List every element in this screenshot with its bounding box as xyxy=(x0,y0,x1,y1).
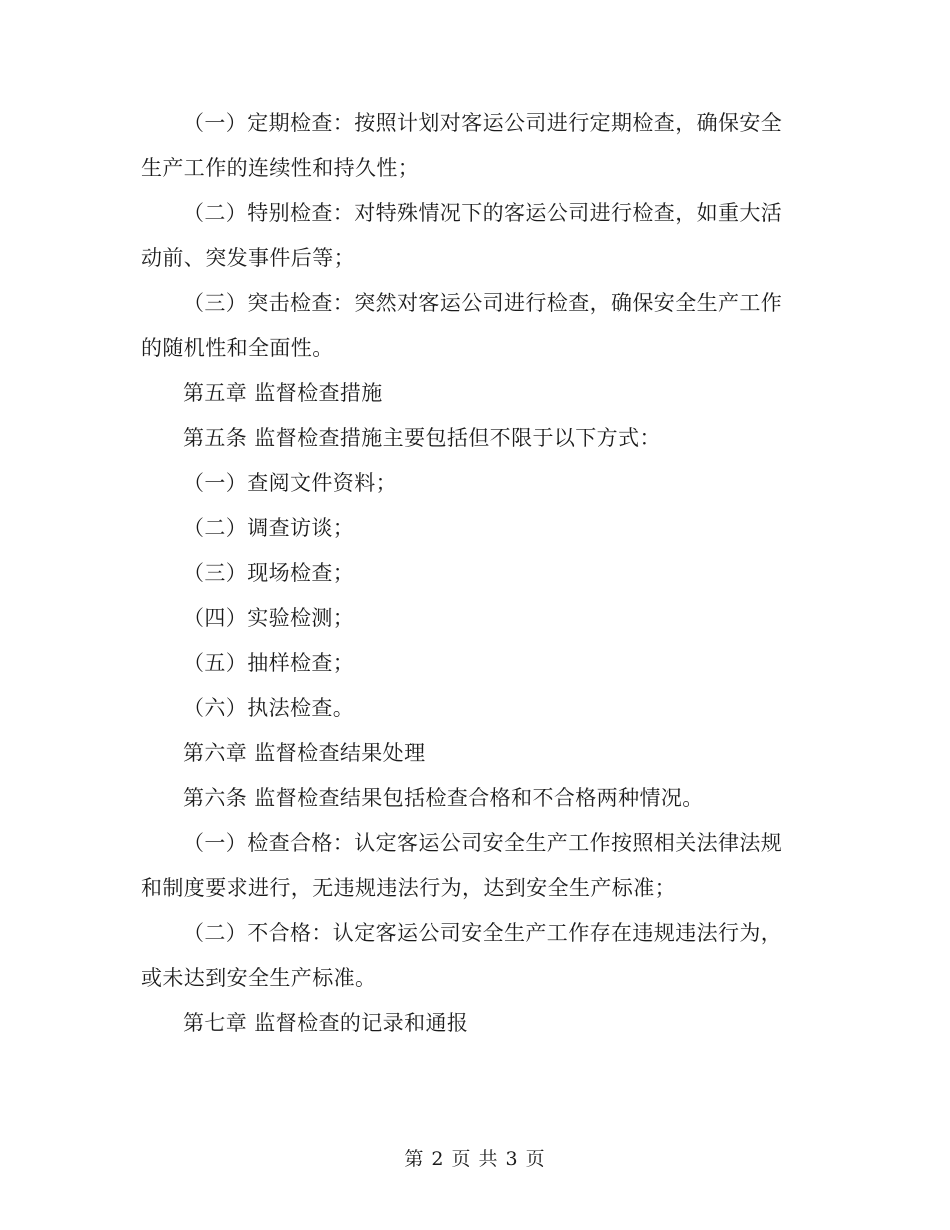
article-5: 第五条 监督检查措施主要包括但不限于以下方式： xyxy=(183,426,661,450)
list-item-measure-1: （一）查阅文件资料； xyxy=(183,471,397,495)
paragraph-result-pass: （一）检查合格：认定客运公司安全生产工作按照相关法律法规和制度要求进行，无违规违法行为，达到安全生产标准； xyxy=(141,831,783,900)
paragraph-surprise-inspection: （三）突击检查：突然对客运公司进行检查，确保安全生产工作的随机性和全面性。 xyxy=(141,291,783,360)
paragraph-periodic-inspection: （一）定期检查：按照计划对客运公司进行定期检查，确保安全生产工作的连续性和持久性； xyxy=(141,111,783,180)
document-body xyxy=(141,101,801,1046)
paragraph-special-inspection: （二）特别检查：对特殊情况下的客运公司进行检查，如重大活动前、突发事件后等； xyxy=(141,201,783,270)
list-item-measure-3: （三）现场检查； xyxy=(183,561,355,585)
article-6: 第六条 监督检查结果包括检查合格和不合格两种情况。 xyxy=(183,786,704,810)
chapter-heading-6: 第六章 监督检查结果处理 xyxy=(183,741,426,765)
chapter-heading-7: 第七章 监督检查的记录和通报 xyxy=(183,1011,469,1035)
list-item-measure-5: （五）抽样检查； xyxy=(183,651,355,675)
page-number-footer: 第 2 页 共 3 页 xyxy=(404,1148,546,1170)
chapter-heading-5: 第五章 监督检查措施 xyxy=(183,381,383,405)
list-item-measure-2: （二）调查访谈； xyxy=(183,516,355,540)
list-item-measure-6: （六）执法检查。 xyxy=(183,696,355,720)
list-item-measure-4: （四）实验检测； xyxy=(183,606,355,630)
paragraph-result-fail: （二）不合格：认定客运公司安全生产工作存在违规违法行为，或未达到安全生产标准。 xyxy=(141,921,783,990)
